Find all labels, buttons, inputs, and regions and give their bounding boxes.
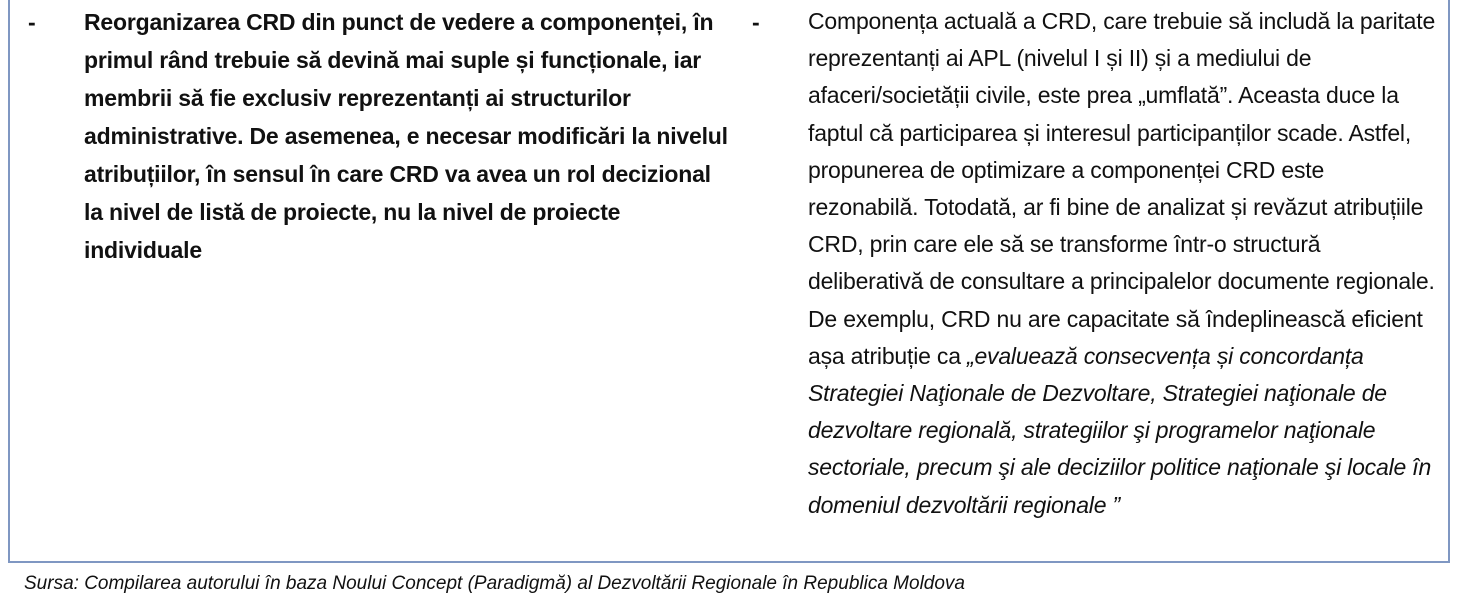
right-cell-regular-text: Componența actuală a CRD, care trebuie să includă la paritate reprezentanți ai APL (nivelul I și II) și a mediului de afaceri/societății civile, este prea „umflată”. Aceasta duce la faptul că participarea și interesul participanților scade. Astfel, propunerea de optimizare a componenței CRD este rezonabilă. Totodată, ar fi bine de analizat și revăzut atribuțiile CRD, prin care ele să se transforme într-o structură deliberativă de consultare a principalelor documente regionale. De exemplu, CRD nu are capacitate să îndeplinească eficient așa atribuție ca	[808, 8, 1436, 369]
left-cell-text: Reorganizarea CRD din punct de vedere a componenței, în primul rând trebuie să devină mai suple și funcționale, iar membrii să fie exclusiv reprezentanți ai structurilor administrative. De asemenea, e necesar modificări la nivelul atribuțiilor, în sensul în care CRD va avea un rol decizional la nivel de listă de proiecte, nu la nivel de proiecte individuale	[84, 9, 728, 263]
right-bullet: -	[752, 9, 760, 35]
left-bullet: -	[28, 9, 36, 35]
right-cell-text	[808, 3, 1438, 524]
right-cell-italic-quote: „evaluează consecvența și concordanța Strategiei Naţionale de Dezvoltare, Strategiei naţionale de dezvoltare regională, strategiilor şi programelor naţionale sectoriale, precum şi ale deciziilor politice naţionale şi locale în domeniul dezvoltării regionale ”	[808, 342, 1432, 518]
source-note: Sursa: Compilarea autorului în baza Noului Concept (Paradigmă) al Dezvoltării Regionale în Republica Moldova	[24, 573, 965, 594]
